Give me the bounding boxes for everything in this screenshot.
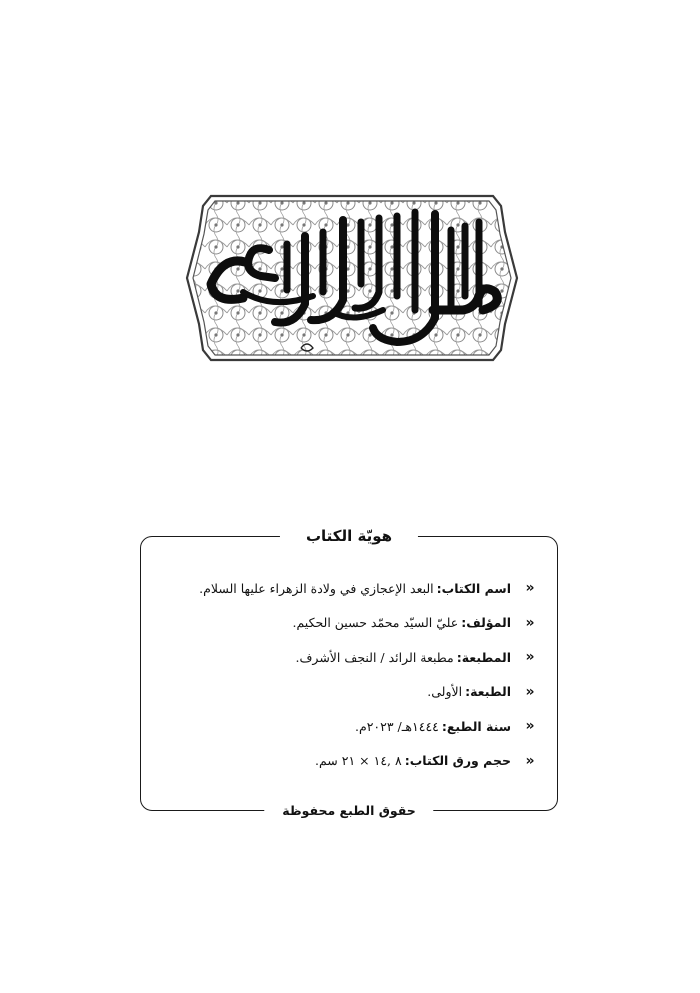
double-chevron-left-icon: « (525, 580, 535, 597)
basmala-calligraphy-emblem (183, 192, 521, 364)
field-label: حجم ورق الكتاب: (404, 753, 511, 769)
field-label: المطبعة: (456, 649, 511, 665)
list-item (159, 675, 539, 710)
field-label: المؤلف: (461, 615, 511, 631)
double-chevron-left-icon: « (525, 614, 535, 631)
double-chevron-left-icon: « (525, 752, 535, 769)
field-value: ٨ ,١٤ × ٢١ سم. (315, 753, 402, 769)
field-value: البعد الإعجازي في ولادة الزهراء عليها السلام. (199, 580, 434, 596)
double-chevron-left-icon: « (525, 718, 535, 735)
book-identity-card (140, 527, 558, 818)
double-chevron-left-icon: « (525, 683, 535, 700)
field-value: عليّ السيّد محمّد حسين الحكيم. (292, 615, 459, 631)
list-item (159, 571, 539, 606)
field-value: ١٤٤٤هـ/ ٢٠٢٣م. (354, 718, 439, 734)
field-label: اسم الكتاب: (436, 580, 511, 596)
list-item (159, 709, 539, 744)
book-details-list (159, 571, 539, 778)
double-chevron-left-icon: « (525, 649, 535, 666)
list-item (159, 640, 539, 675)
list-item (159, 606, 539, 641)
field-label: الطبعة: (465, 684, 511, 700)
copyright-notice: حقوق الطبع محفوظة (264, 800, 433, 822)
list-item (159, 744, 539, 779)
card-title: هويّة الكتاب (280, 524, 418, 548)
field-value: الأولى. (427, 684, 463, 700)
field-label: سنة الطبع: (441, 718, 511, 734)
field-value: مطبعة الرائد / النجف الأشرف. (295, 649, 454, 665)
